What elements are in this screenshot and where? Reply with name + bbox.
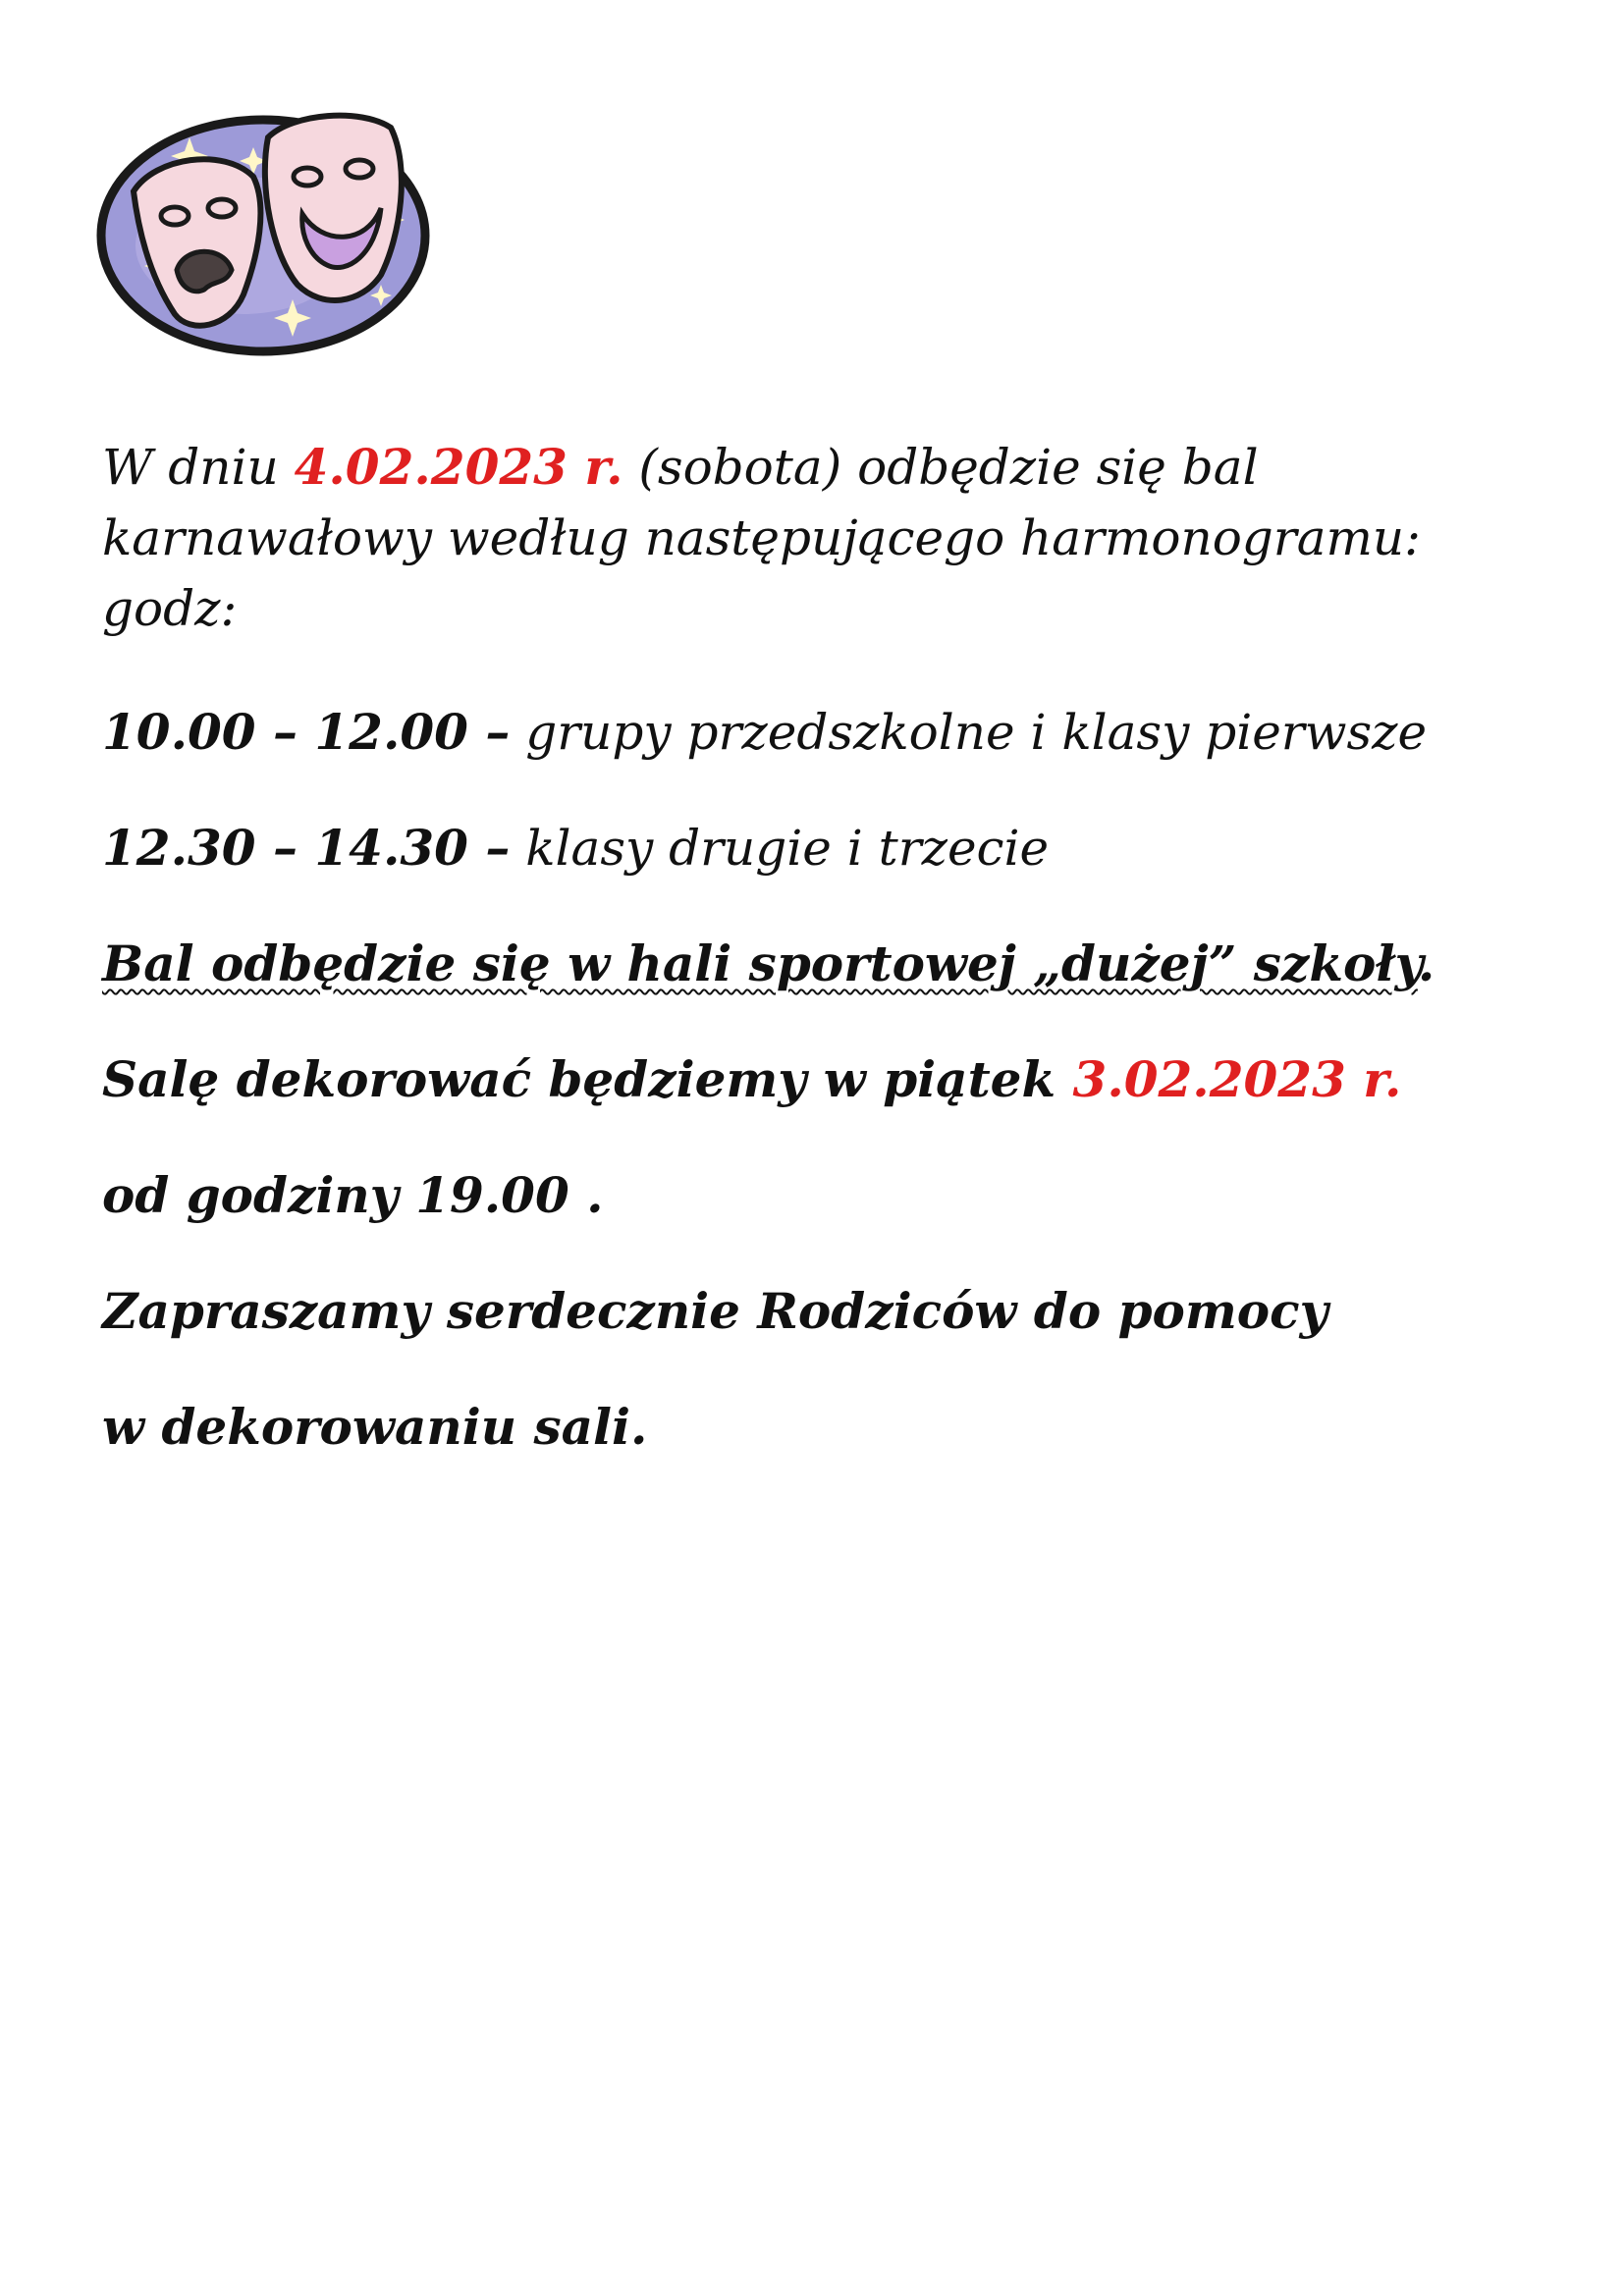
schedule-slot-2 xyxy=(102,813,1526,883)
intro-line-3: godz: xyxy=(102,580,238,637)
venue-line: Bal odbędzie się w hali sportowej „dużej” szkoły. xyxy=(102,934,1435,992)
intro-line-2: karnawałowy według następującego harmonogramu: xyxy=(102,509,1421,566)
schedule-slot-1 xyxy=(102,697,1526,768)
slot-desc: klasy drugie i trzecie xyxy=(510,820,1050,877)
slot-desc: grupy przedszkolne i klasy pierwsze xyxy=(510,704,1428,761)
intro-paragraph xyxy=(102,432,1526,644)
invite-line-2: w dekorowaniu sali. xyxy=(102,1398,648,1456)
theatre-masks-icon xyxy=(96,98,442,361)
venue-text: Bal odbędzie się w hali sportowej „dużej” szkoły xyxy=(102,934,1418,992)
slot-time: 10.00 – 12.00 – xyxy=(102,703,511,761)
decor-line: Salę dekorować będziemy w piątek 3.02.2023 r. xyxy=(102,1050,1402,1108)
announcement xyxy=(102,432,1526,1463)
intro-line-1: W dniu 4.02.2023 r. (sobota) odbędzie się bal xyxy=(102,438,1259,496)
slot-time: 12.30 – 14.30 – xyxy=(102,819,511,877)
decor-time: od godziny 19.00 . xyxy=(102,1166,604,1224)
decor-date: 3.02.2023 r. xyxy=(1072,1050,1402,1108)
invite-line-1: Zapraszamy serdecznie Rodziców do pomocy xyxy=(102,1282,1328,1340)
ball-date: 4.02.2023 r. xyxy=(294,438,623,496)
